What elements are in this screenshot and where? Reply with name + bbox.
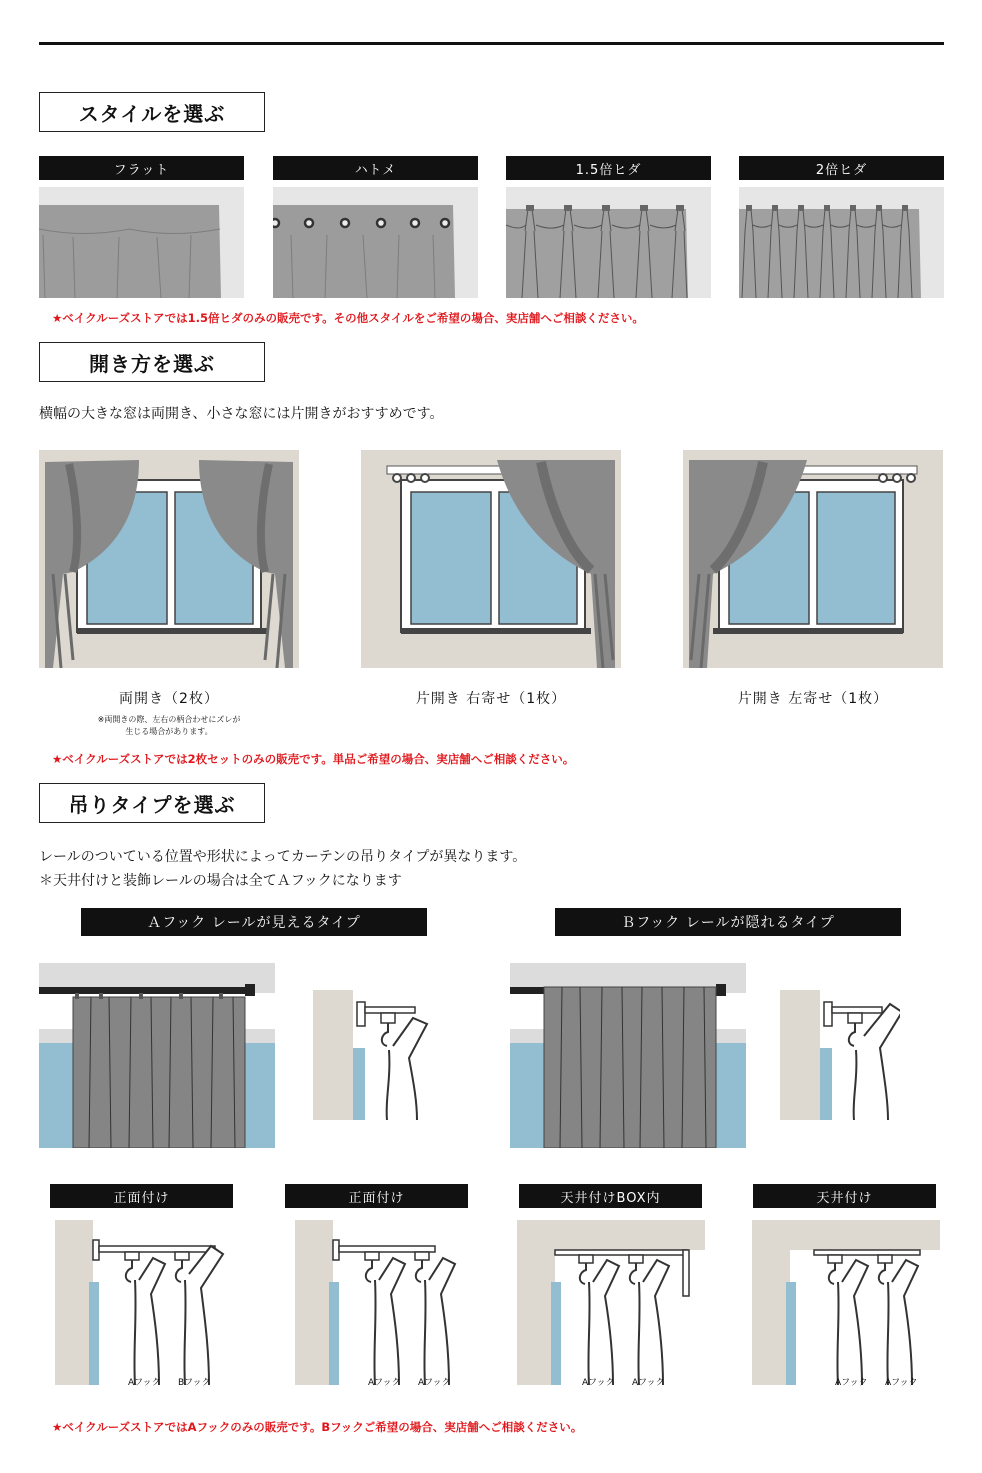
mount-front-a-a-diagram	[295, 1220, 475, 1385]
hook-sales-note: ★ベイクルーズストアではAフックのみの販売です。Bフックご希望の場合、実店舗へご相談ください。	[52, 1420, 583, 1434]
mount4-hook2-label: Aフック	[885, 1378, 918, 1388]
style-option-grommet-label: ハトメ	[273, 156, 478, 180]
mount-ceiling-box-diagram	[517, 1220, 705, 1385]
single-left-caption: 片開き 左寄せ（1枚）	[737, 691, 889, 707]
type-a-label: Ａフック レールが見えるタイプ	[81, 908, 427, 936]
hook-description-line1: レールのついている位置や形状によってカーテンの吊りタイプが異なります。	[39, 849, 527, 865]
mount-front-a-b-diagram	[55, 1220, 235, 1385]
type-b-label: Ｂフック レールが隠れるタイプ	[555, 908, 901, 936]
mount3-hook2-label: Aフック	[632, 1378, 665, 1388]
mount2-hook2-label: Aフック	[418, 1378, 451, 1388]
single-left-illustration	[683, 450, 943, 668]
type-a-window-illustration	[39, 963, 275, 1148]
single-right-caption: 片開き 右寄せ（1枚）	[415, 691, 567, 707]
double-open-subnote	[69, 714, 269, 738]
double-open-illustration	[39, 450, 299, 668]
style-option-1-5x-pleat-label: 1.5倍ヒダ	[506, 156, 711, 180]
mount-label-2: 正面付け	[285, 1184, 468, 1208]
single-right-illustration	[361, 450, 621, 668]
type-b-window-illustration	[510, 963, 746, 1148]
subnote-line-2: 生じる場合があります。	[125, 727, 213, 736]
pleat-2x-curtain-illustration	[739, 187, 944, 298]
top-divider	[39, 42, 944, 45]
grommet-curtain-illustration	[273, 187, 478, 298]
hook-description-line2: ＊天井付けと装飾レールの場合は全てＡフックになります	[39, 873, 402, 889]
style-section-title: スタイルを選ぶ	[39, 92, 265, 132]
double-open-caption: 両開き（2枚）	[119, 691, 219, 707]
mount1-hook1-label: Aフック	[128, 1378, 161, 1388]
pleat-1-5x-curtain-illustration	[506, 187, 711, 298]
hook-section-title: 吊りタイプを選ぶ	[39, 783, 265, 823]
open-section-title: 開き方を選ぶ	[39, 342, 265, 382]
mount-ceiling-diagram	[752, 1220, 940, 1385]
mount1-hook2-label: Bフック	[178, 1378, 211, 1388]
open-section-description: 横幅の大きな窓は両開き、小さな窓には片開きがおすすめです。	[39, 406, 444, 422]
style-sales-note: ★ベイクルーズストアでは1.5倍ヒダのみの販売です。その他スタイルをご希望の場合、実店舗へご相談ください。	[52, 311, 644, 325]
style-option-2x-pleat-label: 2倍ヒダ	[739, 156, 944, 180]
mount-label-1: 正面付け	[50, 1184, 233, 1208]
style-option-flat-label: フラット	[39, 156, 244, 180]
mount3-hook1-label: Aフック	[582, 1378, 615, 1388]
type-a-hook-detail	[313, 990, 433, 1120]
mount-label-3: 天井付けBOX内	[519, 1184, 702, 1208]
mount2-hook1-label: Aフック	[368, 1378, 401, 1388]
mount4-hook1-label: Aフック	[835, 1378, 868, 1388]
type-b-hook-detail	[780, 990, 900, 1120]
mount-label-4: 天井付け	[753, 1184, 936, 1208]
subnote-line-1: ※両開きの際、左右の柄合わせにズレが	[97, 715, 241, 724]
flat-curtain-illustration	[39, 187, 244, 298]
open-sales-note: ★ベイクルーズストアでは2枚セットのみの販売です。単品ご希望の場合、実店舗へご相談ください。	[52, 752, 575, 766]
